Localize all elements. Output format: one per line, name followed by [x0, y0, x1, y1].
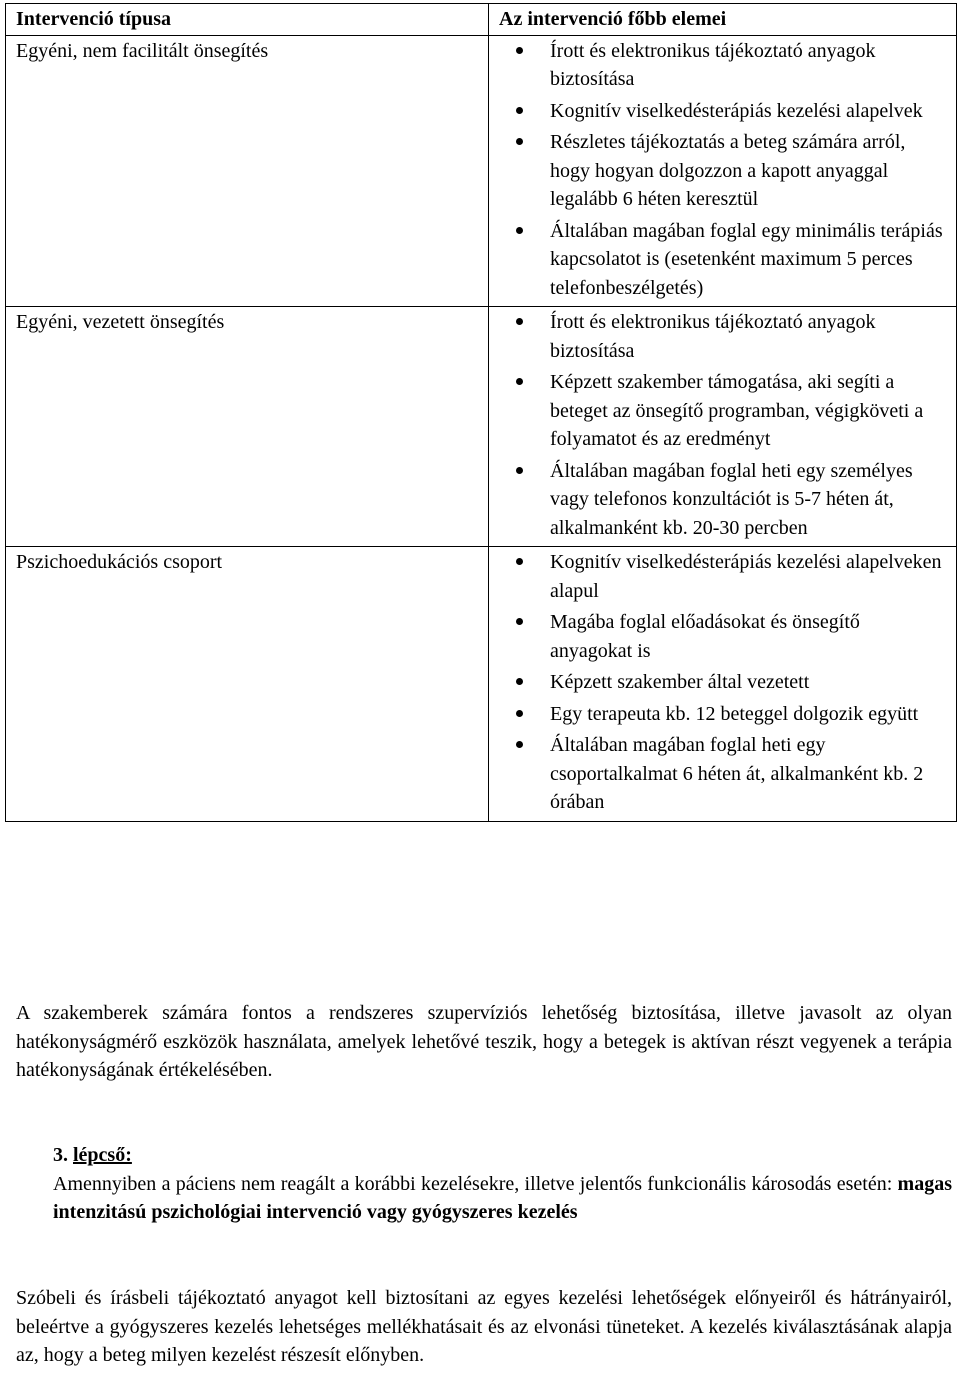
bullet-icon — [516, 227, 523, 234]
list-item — [499, 128, 956, 214]
step-text: Amennyiben a páciens nem reagált a korábbi kezelésekre, illetve jelentős funkcionális károsodás esetén: — [53, 1172, 898, 1195]
bullet-icon — [516, 318, 523, 325]
list-item — [499, 457, 956, 543]
step-number: 3. — [53, 1144, 68, 1166]
list-item — [499, 668, 956, 697]
elements-cell — [489, 307, 957, 547]
elements-list — [499, 37, 956, 303]
table-row — [6, 35, 957, 307]
step-label: lépcső: — [73, 1144, 132, 1166]
elements-list — [499, 548, 956, 817]
bullet-icon — [516, 378, 523, 385]
header-main-elements: Az intervenció főbb elemei — [489, 4, 957, 36]
list-item-text: Magába foglal előadásokat és önsegítő anyagokat is — [550, 611, 860, 662]
header-intervention-type: Intervenció típusa — [6, 4, 489, 36]
step-heading — [53, 1141, 952, 1170]
information-paragraph: Szóbeli és írásbeli tájékoztató anyagot kell biztosítani az egyes kezelési lehetőségek előnyeiről és hátrányairól, beleértve a gyógyszeres kezelés lehetséges mellékhatásait és az elvonási tüneteket. A kezelés kiválasztásának alapja az, hogy a beteg milyen kezelést részesít előnyben. — [16, 1287, 952, 1366]
elements-cell — [489, 547, 957, 822]
list-item-text: Kognitív viselkedésterápiás kezelési alapelvek — [550, 99, 923, 122]
intervention-type-cell: Egyéni, vezetett önsegítés — [6, 307, 489, 547]
bullet-icon — [516, 107, 523, 114]
list-item-text: Általában magában foglal heti egy csoportalkalmat 6 héten át, alkalmanként kb. 2 órában — [550, 734, 924, 813]
list-item-text: Képzett szakember támogatása, aki segíti a beteget az önsegítő programban, végigköveti a folyamatot és az eredményt — [550, 371, 924, 450]
elements-cell — [489, 35, 957, 307]
list-item — [499, 548, 956, 605]
list-item-text: Részletes tájékoztatás a beteg számára arról, hogy hogyan dolgozzon a kapott anyaggal legalább 6 héten keresztül — [550, 131, 906, 210]
step-bold-text: magas intenzitású pszichológiai intervenció vagy gyógyszeres kezelés — [53, 1172, 952, 1223]
table-row — [6, 547, 957, 822]
list-item-text: Általában magában foglal egy minimális terápiás kapcsolatot is (esetenként maximum 5 perces telefonbeszélgetés) — [550, 219, 943, 299]
list-item-text: Kognitív viselkedésterápiás kezelési alapelveken alapul — [550, 551, 942, 602]
bullet-icon — [516, 618, 523, 625]
list-item-text: Írott és elektronikus tájékoztató anyagok biztosítása — [550, 39, 876, 90]
table-row — [6, 307, 957, 547]
intervention-type-cell: Pszichoedukációs csoport — [6, 547, 489, 822]
bullet-icon — [516, 710, 523, 717]
bullet-icon — [516, 741, 523, 748]
interventions-table — [5, 3, 957, 822]
bullet-icon — [516, 138, 523, 145]
step-description — [53, 1170, 952, 1227]
bullet-icon — [516, 558, 523, 565]
step-3-block — [53, 1141, 952, 1227]
bullet-icon — [516, 47, 523, 54]
table-header-row — [6, 4, 957, 36]
list-item — [499, 217, 956, 303]
list-item — [499, 97, 956, 126]
bullet-icon — [516, 678, 523, 685]
list-item — [499, 608, 956, 665]
list-item — [499, 37, 956, 94]
list-item — [499, 308, 956, 365]
intervention-type-cell: Egyéni, nem facilitált önsegítés — [6, 35, 489, 307]
supervision-paragraph: A szakemberek számára fontos a rendszeres szupervíziós lehetőség biztosítása, illetve javasolt az olyan hatékonyságmérő eszközök használata, amelyek lehetővé teszik, hogy a betegek is aktívan részt vegyenek a terápia hatékonyságának értékelésében. — [16, 1002, 952, 1081]
list-item — [499, 368, 956, 454]
elements-list — [499, 308, 956, 542]
list-item — [499, 731, 956, 817]
list-item-text: Általában magában foglal heti egy személyes vagy telefonos konzultációt is 5-7 héten át, alkalmanként kb. 20-30 percben — [550, 459, 913, 539]
list-item-text: Írott és elektronikus tájékoztató anyagok biztosítása — [550, 311, 876, 362]
list-item-text: Képzett szakember által vezetett — [550, 671, 810, 693]
list-item-text: Egy terapeuta kb. 12 beteggel dolgozik együtt — [550, 702, 919, 725]
bullet-icon — [516, 467, 523, 474]
list-item — [499, 700, 956, 729]
